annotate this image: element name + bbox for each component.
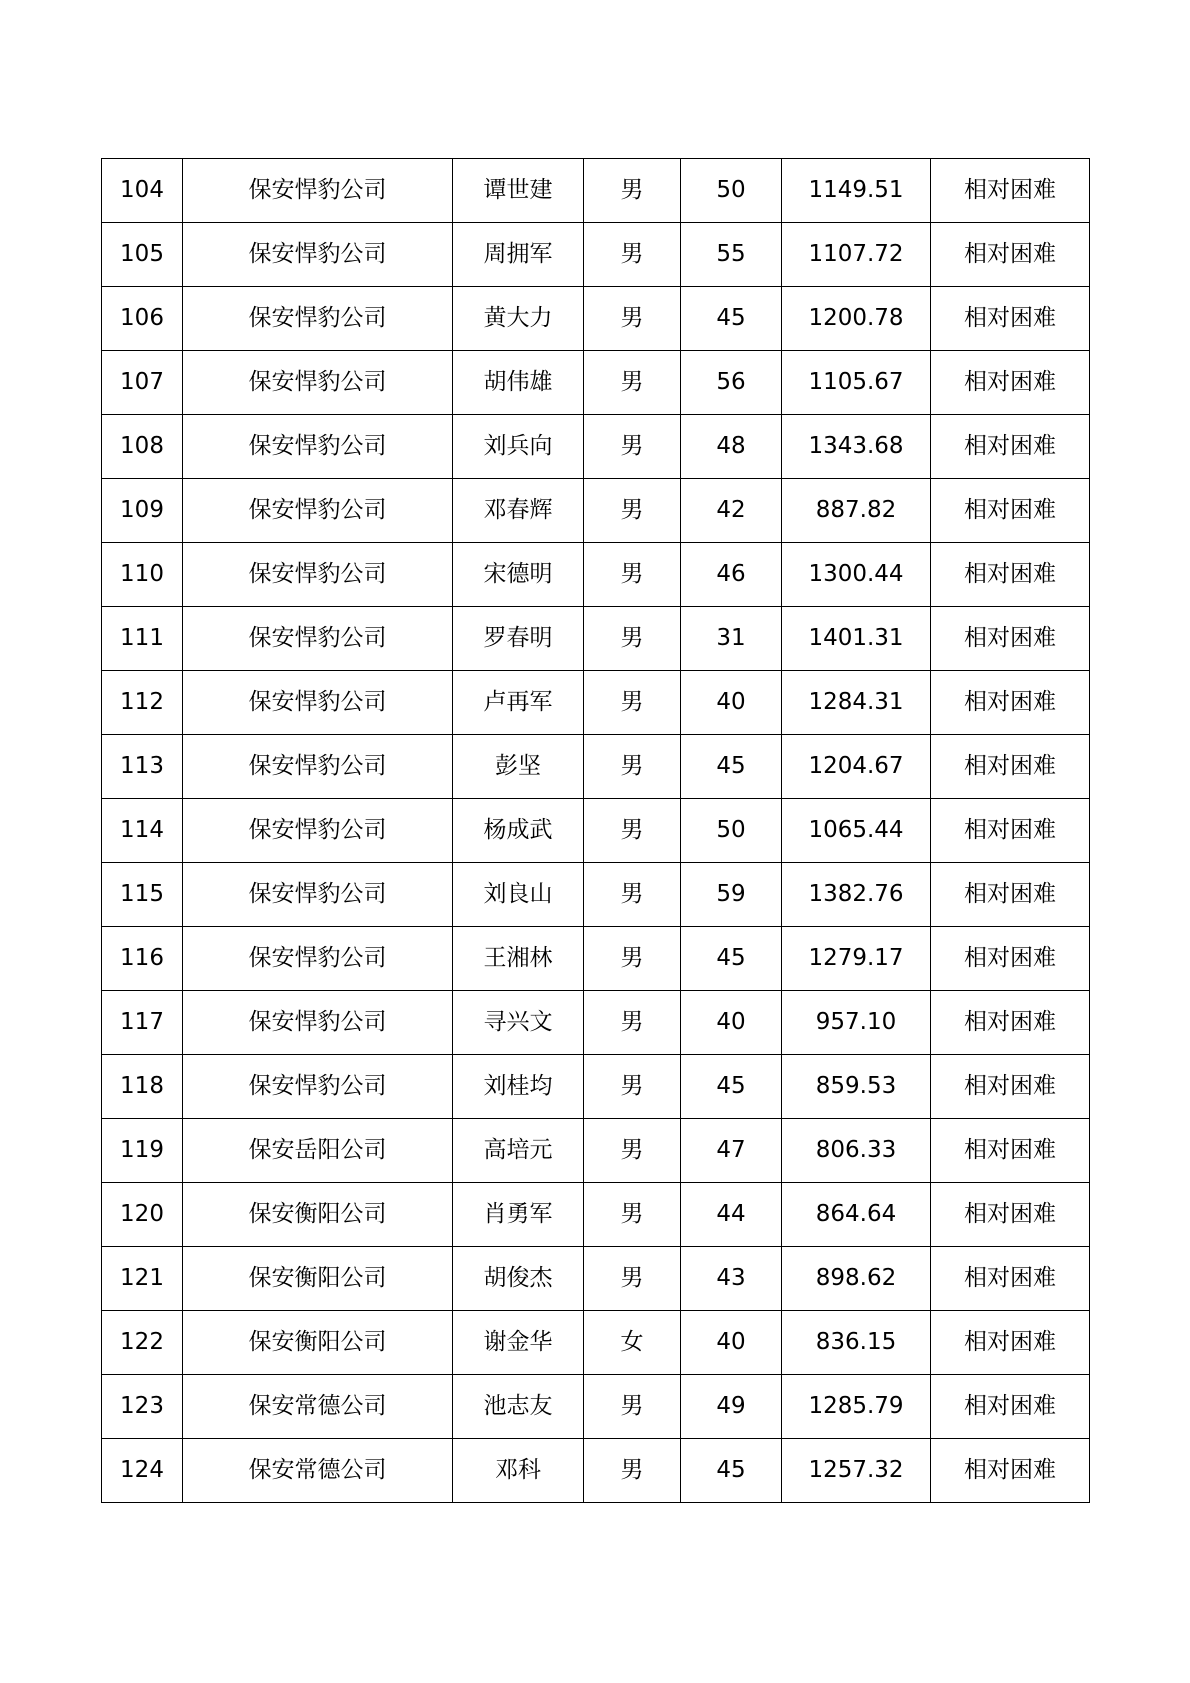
row-index-cell: 124	[102, 1439, 183, 1503]
age-cell: 55	[681, 223, 782, 287]
status-cell: 相对困难	[931, 223, 1090, 287]
status-cell: 相对困难	[931, 671, 1090, 735]
company-cell: 保安悍豹公司	[183, 735, 453, 799]
company-cell: 保安常德公司	[183, 1375, 453, 1439]
person-name-cell: 杨成武	[453, 799, 584, 863]
company-cell: 保安悍豹公司	[183, 863, 453, 927]
row-index-cell: 105	[102, 223, 183, 287]
table-row	[102, 1439, 1090, 1503]
age-cell: 46	[681, 543, 782, 607]
company-cell: 保安衡阳公司	[183, 1183, 453, 1247]
row-index-cell: 116	[102, 927, 183, 991]
company-cell: 保安悍豹公司	[183, 351, 453, 415]
person-name-cell: 邓科	[453, 1439, 584, 1503]
age-cell: 50	[681, 799, 782, 863]
age-cell: 50	[681, 159, 782, 223]
table-row	[102, 863, 1090, 927]
company-cell: 保安悍豹公司	[183, 479, 453, 543]
amount-cell: 1065.44	[782, 799, 931, 863]
gender-cell: 男	[584, 415, 681, 479]
table-row	[102, 223, 1090, 287]
person-name-cell: 宋德明	[453, 543, 584, 607]
table-row	[102, 799, 1090, 863]
age-cell: 48	[681, 415, 782, 479]
table-row	[102, 1055, 1090, 1119]
gender-cell: 男	[584, 479, 681, 543]
person-name-cell: 黄大力	[453, 287, 584, 351]
person-name-cell: 肖勇军	[453, 1183, 584, 1247]
amount-cell: 859.53	[782, 1055, 931, 1119]
person-name-cell: 卢再军	[453, 671, 584, 735]
status-cell: 相对困难	[931, 159, 1090, 223]
amount-cell: 1285.79	[782, 1375, 931, 1439]
table-row	[102, 351, 1090, 415]
amount-cell: 898.62	[782, 1247, 931, 1311]
row-index-cell: 108	[102, 415, 183, 479]
person-name-cell: 彭坚	[453, 735, 584, 799]
table-row	[102, 927, 1090, 991]
company-cell: 保安悍豹公司	[183, 927, 453, 991]
status-cell: 相对困难	[931, 1311, 1090, 1375]
person-name-cell: 周拥军	[453, 223, 584, 287]
amount-cell: 1382.76	[782, 863, 931, 927]
company-cell: 保安悍豹公司	[183, 415, 453, 479]
company-cell: 保安悍豹公司	[183, 159, 453, 223]
gender-cell: 男	[584, 991, 681, 1055]
amount-cell: 1200.78	[782, 287, 931, 351]
status-cell: 相对困难	[931, 991, 1090, 1055]
amount-cell: 1284.31	[782, 671, 931, 735]
amount-cell: 1105.67	[782, 351, 931, 415]
gender-cell: 男	[584, 1183, 681, 1247]
row-index-cell: 123	[102, 1375, 183, 1439]
status-cell: 相对困难	[931, 543, 1090, 607]
person-name-cell: 胡伟雄	[453, 351, 584, 415]
table-row	[102, 1375, 1090, 1439]
company-cell: 保安悍豹公司	[183, 287, 453, 351]
status-cell: 相对困难	[931, 287, 1090, 351]
row-index-cell: 118	[102, 1055, 183, 1119]
gender-cell: 男	[584, 1375, 681, 1439]
amount-cell: 957.10	[782, 991, 931, 1055]
row-index-cell: 120	[102, 1183, 183, 1247]
amount-cell: 864.64	[782, 1183, 931, 1247]
table-row	[102, 1119, 1090, 1183]
person-name-cell: 寻兴文	[453, 991, 584, 1055]
gender-cell: 男	[584, 863, 681, 927]
amount-cell: 1149.51	[782, 159, 931, 223]
gender-cell: 男	[584, 799, 681, 863]
gender-cell: 男	[584, 607, 681, 671]
table-row	[102, 159, 1090, 223]
age-cell: 49	[681, 1375, 782, 1439]
person-name-cell: 刘桂均	[453, 1055, 584, 1119]
gender-cell: 男	[584, 1439, 681, 1503]
gender-cell: 男	[584, 735, 681, 799]
company-cell: 保安衡阳公司	[183, 1247, 453, 1311]
gender-cell: 男	[584, 223, 681, 287]
amount-cell: 1107.72	[782, 223, 931, 287]
row-index-cell: 119	[102, 1119, 183, 1183]
company-cell: 保安衡阳公司	[183, 1311, 453, 1375]
status-cell: 相对困难	[931, 607, 1090, 671]
amount-cell: 836.15	[782, 1311, 931, 1375]
row-index-cell: 111	[102, 607, 183, 671]
person-name-cell: 胡俊杰	[453, 1247, 584, 1311]
status-cell: 相对困难	[931, 863, 1090, 927]
company-cell: 保安悍豹公司	[183, 607, 453, 671]
person-name-cell: 刘良山	[453, 863, 584, 927]
status-cell: 相对困难	[931, 735, 1090, 799]
amount-cell: 1343.68	[782, 415, 931, 479]
company-cell: 保安悍豹公司	[183, 1055, 453, 1119]
person-name-cell: 谢金华	[453, 1311, 584, 1375]
age-cell: 45	[681, 287, 782, 351]
row-index-cell: 121	[102, 1247, 183, 1311]
row-index-cell: 115	[102, 863, 183, 927]
row-index-cell: 104	[102, 159, 183, 223]
status-cell: 相对困难	[931, 1439, 1090, 1503]
age-cell: 59	[681, 863, 782, 927]
age-cell: 45	[681, 735, 782, 799]
row-index-cell: 122	[102, 1311, 183, 1375]
row-index-cell: 117	[102, 991, 183, 1055]
age-cell: 45	[681, 927, 782, 991]
gender-cell: 男	[584, 159, 681, 223]
company-cell: 保安悍豹公司	[183, 223, 453, 287]
table-row	[102, 415, 1090, 479]
person-name-cell: 谭世建	[453, 159, 584, 223]
age-cell: 45	[681, 1439, 782, 1503]
gender-cell: 男	[584, 927, 681, 991]
person-name-cell: 王湘林	[453, 927, 584, 991]
gender-cell: 男	[584, 1247, 681, 1311]
status-cell: 相对困难	[931, 1375, 1090, 1439]
age-cell: 40	[681, 991, 782, 1055]
roster-body	[102, 159, 1090, 1503]
status-cell: 相对困难	[931, 799, 1090, 863]
status-cell: 相对困难	[931, 1055, 1090, 1119]
status-cell: 相对困难	[931, 1119, 1090, 1183]
gender-cell: 男	[584, 351, 681, 415]
row-index-cell: 113	[102, 735, 183, 799]
table-row	[102, 607, 1090, 671]
row-index-cell: 106	[102, 287, 183, 351]
amount-cell: 1300.44	[782, 543, 931, 607]
amount-cell: 1257.32	[782, 1439, 931, 1503]
table-row	[102, 543, 1090, 607]
amount-cell: 1279.17	[782, 927, 931, 991]
amount-cell: 806.33	[782, 1119, 931, 1183]
table-row	[102, 735, 1090, 799]
table-row	[102, 1183, 1090, 1247]
company-cell: 保安悍豹公司	[183, 799, 453, 863]
gender-cell: 男	[584, 1055, 681, 1119]
company-cell: 保安悍豹公司	[183, 991, 453, 1055]
row-index-cell: 107	[102, 351, 183, 415]
roster-table	[101, 158, 1090, 1503]
age-cell: 47	[681, 1119, 782, 1183]
age-cell: 45	[681, 1055, 782, 1119]
status-cell: 相对困难	[931, 351, 1090, 415]
status-cell: 相对困难	[931, 479, 1090, 543]
company-cell: 保安悍豹公司	[183, 543, 453, 607]
status-cell: 相对困难	[931, 415, 1090, 479]
age-cell: 44	[681, 1183, 782, 1247]
person-name-cell: 刘兵向	[453, 415, 584, 479]
status-cell: 相对困难	[931, 1247, 1090, 1311]
amount-cell: 887.82	[782, 479, 931, 543]
row-index-cell: 114	[102, 799, 183, 863]
table-row	[102, 1247, 1090, 1311]
company-cell: 保安悍豹公司	[183, 671, 453, 735]
table-row	[102, 479, 1090, 543]
status-cell: 相对困难	[931, 1183, 1090, 1247]
gender-cell: 男	[584, 287, 681, 351]
gender-cell: 女	[584, 1311, 681, 1375]
person-name-cell: 池志友	[453, 1375, 584, 1439]
table-row	[102, 991, 1090, 1055]
amount-cell: 1204.67	[782, 735, 931, 799]
person-name-cell: 邓春辉	[453, 479, 584, 543]
table-row	[102, 671, 1090, 735]
age-cell: 43	[681, 1247, 782, 1311]
gender-cell: 男	[584, 543, 681, 607]
amount-cell: 1401.31	[782, 607, 931, 671]
gender-cell: 男	[584, 671, 681, 735]
age-cell: 31	[681, 607, 782, 671]
age-cell: 40	[681, 1311, 782, 1375]
company-cell: 保安岳阳公司	[183, 1119, 453, 1183]
age-cell: 42	[681, 479, 782, 543]
person-name-cell: 高培元	[453, 1119, 584, 1183]
age-cell: 40	[681, 671, 782, 735]
row-index-cell: 110	[102, 543, 183, 607]
company-cell: 保安常德公司	[183, 1439, 453, 1503]
gender-cell: 男	[584, 1119, 681, 1183]
table-row	[102, 1311, 1090, 1375]
row-index-cell: 112	[102, 671, 183, 735]
age-cell: 56	[681, 351, 782, 415]
row-index-cell: 109	[102, 479, 183, 543]
status-cell: 相对困难	[931, 927, 1090, 991]
person-name-cell: 罗春明	[453, 607, 584, 671]
table-row	[102, 287, 1090, 351]
